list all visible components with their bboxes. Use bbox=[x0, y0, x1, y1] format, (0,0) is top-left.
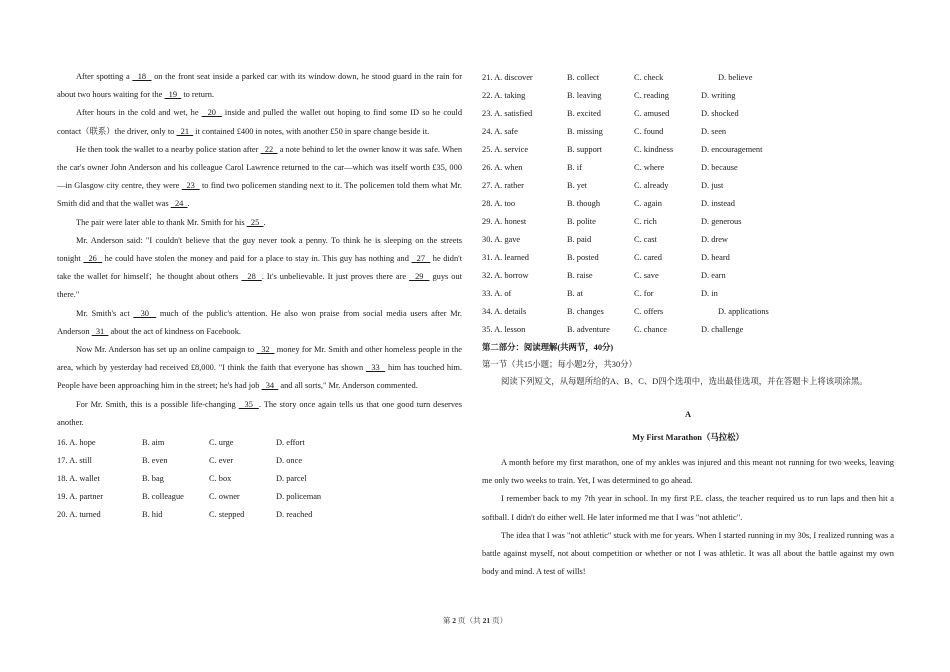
option-row bbox=[57, 487, 462, 505]
option-row bbox=[482, 320, 894, 338]
option-a: 20. A. turned bbox=[57, 509, 101, 519]
passage-paragraph: Mr. Anderson said: "I couldn't believe that the guy never took a penny. To think he is sleeping on the streets tonight 26 he could have stolen the money and paid for a place to stay in. This guy has nothing and 27 he didn't take the wallet for himself；he thought about others 28 . It's unbelievable. It just proves there are 29 guys out there." bbox=[57, 235, 463, 300]
cloze-options-left bbox=[57, 433, 462, 523]
option-c: C. owner bbox=[209, 491, 240, 501]
option-a: 19. A. partner bbox=[57, 491, 104, 501]
right-column bbox=[482, 68, 894, 581]
option-a: 23. A. satisfied bbox=[482, 108, 533, 118]
option-a: 30. A. gave bbox=[482, 234, 521, 244]
option-row bbox=[482, 68, 894, 86]
footer-mid: 页（共 bbox=[457, 616, 481, 625]
option-d: D. drew bbox=[701, 234, 728, 244]
option-d: D. because bbox=[701, 162, 738, 172]
cloze-options-right bbox=[482, 68, 894, 338]
option-c: C. for bbox=[634, 288, 654, 298]
option-d: D. encouragement bbox=[701, 144, 763, 154]
option-row bbox=[57, 505, 462, 523]
passage-letter: A bbox=[684, 410, 692, 419]
option-c: C. chance bbox=[634, 324, 668, 334]
option-c: C. offers bbox=[634, 306, 664, 316]
option-c: C. amused bbox=[634, 108, 670, 118]
option-row bbox=[57, 469, 462, 487]
blank-33: 33 bbox=[365, 363, 386, 373]
option-row bbox=[482, 302, 894, 320]
option-row bbox=[482, 104, 894, 122]
option-d: D. reached bbox=[276, 509, 313, 519]
option-d: D. shocked bbox=[701, 108, 739, 118]
option-a: 28. A. too bbox=[482, 198, 516, 208]
left-column bbox=[57, 68, 462, 523]
option-row bbox=[482, 266, 894, 284]
option-row bbox=[482, 212, 894, 230]
option-c: C. urge bbox=[209, 437, 234, 447]
passage-paragraph: After hours in the cold and wet, he 20 inside and pulled the wallet out hoping to find some ID so he could contact（联系）the driver, only to 21 it contained £400 in notes, with another £50 in spare change beside it. bbox=[57, 108, 463, 136]
option-a: 24. A. safe bbox=[482, 126, 518, 136]
passage-paragraph: Now Mr. Anderson has set up an online campaign to 32 money for Mr. Smith and other homeless people in the area, which by yesterday had received £8,000. "I think the faith that everyone has shown 33 him has touched him. People have been approaching him in the street; he's had job 34 and all sorts," Mr. Anderson commented. bbox=[57, 345, 462, 391]
option-b: B. support bbox=[567, 144, 602, 154]
reading-paragraph: The idea that I was "not athletic" stuck with me for years. When I started running in my 30s, I realized running was a battle against myself, not about competition or whether or not I was athletic. It was all about the battle against my own body and mind. A test of wills! bbox=[482, 530, 894, 577]
option-row bbox=[482, 140, 894, 158]
blank-28: 28 bbox=[241, 272, 262, 282]
option-c: C. reading bbox=[634, 90, 669, 100]
option-c: C. where bbox=[634, 162, 665, 172]
blank-34: 34 bbox=[261, 381, 279, 391]
option-a: 17. A. still bbox=[57, 455, 92, 465]
option-row bbox=[482, 176, 894, 194]
option-b: B. paid bbox=[567, 234, 592, 244]
footer-page-number: 2 bbox=[452, 616, 456, 625]
option-b: B. adventure bbox=[567, 324, 610, 334]
option-a: 27. A. rather bbox=[482, 180, 524, 190]
option-a: 33. A. of bbox=[482, 288, 512, 298]
option-d: D. challenge bbox=[701, 324, 744, 334]
option-a: 16. A. hope bbox=[57, 437, 96, 447]
option-c: C. box bbox=[209, 473, 232, 483]
option-b: B. changes bbox=[567, 306, 604, 316]
blank-21: 21 bbox=[176, 126, 194, 136]
cloze-passage bbox=[57, 68, 462, 432]
option-d: D. in bbox=[701, 288, 718, 298]
option-c: C. cast bbox=[634, 234, 657, 244]
subsection-title: 第一节（共15小题；每小题2分，共30分） bbox=[482, 360, 637, 369]
option-b: B. if bbox=[567, 162, 582, 172]
reading-paragraph: I remember back to my 7th year in school. In my first P.E. class, the teacher required us to run laps and then hit a softball. I didn't do either well. He later informed me that I was "not athletic". bbox=[482, 494, 894, 522]
option-row bbox=[482, 248, 894, 266]
passage-paragraph: After spotting a 18 on the front seat inside a parked car with its window down, he stood guard in the rain for about two hours waiting for the 19 to return. bbox=[57, 72, 462, 100]
reading-paragraph: A month before my first marathon, one of my ankles was injured and this meant not running for two weeks, leaving me only two weeks to train. Yet, I was determined to go ahead. bbox=[482, 458, 894, 486]
blank-24: 24 bbox=[170, 199, 188, 209]
option-c: C. rich bbox=[634, 216, 657, 226]
option-d: D. writing bbox=[701, 90, 736, 100]
option-b: B. colleague bbox=[142, 491, 184, 501]
page-footer bbox=[0, 615, 950, 626]
option-b: B. polite bbox=[567, 216, 596, 226]
option-a: 25. A. service bbox=[482, 144, 529, 154]
instructions: 阅读下列短文，从每题所给的A、B、C、D四个选项中，选出最佳选项，并在答题卡上将该项涂黑。 bbox=[501, 377, 868, 386]
option-a: 32. A. borrow bbox=[482, 270, 529, 280]
footer-post: 页） bbox=[492, 616, 508, 625]
option-d: D. just bbox=[701, 180, 724, 190]
option-c: C. cared bbox=[634, 252, 662, 262]
blank-19: 19 bbox=[164, 90, 182, 100]
option-d: D. applications bbox=[718, 306, 769, 316]
passage-paragraph: The pair were later able to thank Mr. Smith for his 25 . bbox=[76, 217, 266, 227]
option-b: B. bag bbox=[142, 473, 164, 483]
option-d: D. effort bbox=[276, 437, 305, 447]
blank-18: 18 bbox=[132, 72, 152, 81]
section-title: 第二部分：阅读理解(共两节，40分) bbox=[482, 343, 614, 352]
option-d: D. parcel bbox=[276, 473, 307, 483]
option-b: B. leaving bbox=[567, 90, 602, 100]
option-b: B. raise bbox=[567, 270, 593, 280]
option-c: C. already bbox=[634, 180, 669, 190]
option-b: B. though bbox=[567, 198, 601, 208]
option-c: C. check bbox=[634, 72, 664, 82]
option-b: B. hid bbox=[142, 509, 163, 519]
blank-31: 31 bbox=[91, 326, 109, 336]
option-d: D. policeman bbox=[276, 491, 322, 501]
option-row bbox=[482, 284, 894, 302]
option-c: C. again bbox=[634, 198, 662, 208]
option-row bbox=[57, 433, 462, 451]
blank-32: 32 bbox=[256, 345, 275, 355]
option-row bbox=[482, 158, 894, 176]
option-b: B. collect bbox=[567, 72, 600, 82]
option-a: 22. A. taking bbox=[482, 90, 526, 100]
blank-22: 22 bbox=[260, 144, 278, 154]
option-row bbox=[482, 122, 894, 140]
option-d: D. instead bbox=[701, 198, 735, 208]
option-b: B. posted bbox=[567, 252, 599, 262]
option-a: 21. A. discover bbox=[482, 72, 533, 82]
option-c: C. found bbox=[634, 126, 664, 136]
option-b: B. yet bbox=[567, 180, 588, 190]
blank-25: 25 bbox=[246, 217, 264, 227]
option-b: B. excited bbox=[567, 108, 601, 118]
blank-30: 30 bbox=[133, 308, 157, 318]
blank-26: 26 bbox=[83, 254, 103, 264]
option-a: 29. A. honest bbox=[482, 216, 527, 226]
option-c: C. kindness bbox=[634, 144, 674, 154]
option-b: B. aim bbox=[142, 437, 165, 447]
blank-23: 23 bbox=[181, 181, 200, 191]
option-c: C. stepped bbox=[209, 509, 245, 519]
option-a: 18. A. wallet bbox=[57, 473, 100, 483]
option-row bbox=[57, 451, 462, 469]
option-d: D. once bbox=[276, 455, 303, 465]
option-a: 31. A. learned bbox=[482, 252, 529, 262]
blank-29: 29 bbox=[409, 272, 430, 282]
option-d: D. earn bbox=[701, 270, 726, 280]
option-d: D. generous bbox=[701, 216, 742, 226]
passage-title: My First Marathon（马拉松） bbox=[632, 433, 744, 442]
option-b: B. even bbox=[142, 455, 168, 465]
blank-27: 27 bbox=[411, 254, 431, 264]
blank-35: 35 bbox=[238, 399, 259, 409]
passage-paragraph: He then took the wallet to a nearby police station after 22 a note behind to let the owner know it was safe. When the car's owner John Anderson and his colleague Carol Lawrence returned to the car—which was itself worth £35, 000—in Glasgow city centre, they were 23 to find two policemen standing next to it. The policemen told them what Mr. Smith did and that the wallet was 24 . bbox=[57, 144, 463, 209]
footer-pre: 第 bbox=[442, 616, 451, 625]
passage-paragraph: For Mr. Smith, this is a possible life-changing 35 . The story once again tells us that one good turn deserves another. bbox=[57, 399, 462, 427]
option-d: D. seen bbox=[701, 126, 727, 136]
footer-total-pages: 21 bbox=[482, 616, 491, 625]
option-c: C. save bbox=[634, 270, 659, 280]
option-a: 34. A. details bbox=[482, 306, 527, 316]
option-d: D. believe bbox=[718, 72, 753, 82]
reading-passage bbox=[482, 454, 894, 581]
option-c: C. ever bbox=[209, 455, 234, 465]
blank-20: 20 bbox=[201, 108, 222, 118]
option-row bbox=[482, 230, 894, 248]
option-a: 35. A. lesson bbox=[482, 324, 526, 334]
option-b: B. missing bbox=[567, 126, 603, 136]
passage-paragraph: Mr. Smith's act 30 much of the public's attention. He also won praise from social media users after Mr. Anderson 31 about the act of kindness on Facebook. bbox=[57, 308, 462, 336]
option-d: D. heard bbox=[701, 252, 730, 262]
option-b: B. at bbox=[567, 288, 583, 298]
option-row bbox=[482, 194, 894, 212]
option-a: 26. A. when bbox=[482, 162, 523, 172]
option-row bbox=[482, 86, 894, 104]
